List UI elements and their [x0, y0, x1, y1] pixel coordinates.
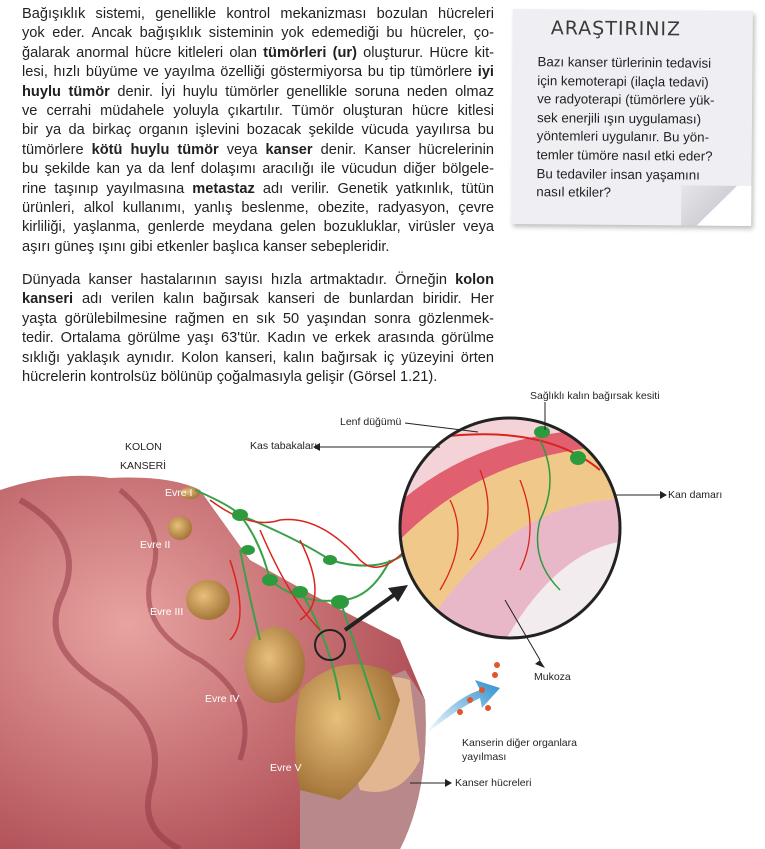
text-segment: kirliliği, yaşlanma, genlerde meydana gelen bozukluklar, virüsler veya: [22, 219, 494, 236]
bold-term: huylu tümör: [22, 83, 110, 100]
stage-label: Evre I: [165, 487, 193, 499]
figure-title-line2: KANSERİ: [120, 460, 167, 472]
bold-term: metastaz: [192, 180, 255, 197]
label-blood-vessel: Kan damarı: [668, 489, 723, 501]
text-segment: denir. İyi huylu tümörler genellikle soruna neden olmaz: [109, 83, 494, 100]
note-line: sek enerjili ışın uygulaması): [536, 109, 702, 127]
label-spread-line1: Kanserin diğer organlara: [462, 737, 577, 749]
text-segment: bir ya da birkaç organın işlevini bozacak şekilde vücuda yayılırsa bu: [22, 122, 494, 139]
stage-label: Evre II: [140, 539, 171, 551]
text-segment: Dünyada kanser hastalarının sayısı hızla artmaktadır. Örneğin: [22, 272, 456, 288]
bold-term: iyi: [477, 64, 494, 81]
text-segment: adı verilir. Genetik yatkınlık, tütün: [254, 180, 494, 197]
bold-term: kolon: [455, 272, 494, 288]
bold-term: kanseri: [22, 291, 74, 308]
note-line: ve radyoterapi (tümörlere yük-: [537, 91, 715, 108]
stage-label: Evre V: [270, 762, 302, 774]
text-segment: veya: [218, 141, 266, 158]
text-segment: ve cerrahi müdahele yoluyla çıkartılır. Tümör oluşturan hücre kitlesi: [22, 102, 494, 119]
label-healthy-section: Sağlıklı kalın bağırsak kesiti: [530, 390, 660, 402]
bold-term: tümörleri (ur): [263, 44, 357, 61]
text-segment: aşırı güneş ışını gibi etkenler başlıca kanser sebepleridir.: [22, 238, 390, 255]
text-segment: ürünleri, alkol kullanımı, yanlış beslenme, obezite, radyasyon, çevre: [22, 199, 494, 216]
note-line: Bazı kanser türlerinin tedavisi: [537, 54, 712, 71]
text-segment: oluşturur. Hücre kit-: [356, 44, 494, 61]
text-segment: ğalarak anormal hücre kitleleri olan: [22, 44, 264, 61]
label-cancer-cells: Kanser hücreleri: [455, 777, 532, 789]
text-segment: hücrelerin kontrolsüz bölünüp çoğalmasıyla gelişir (Görsel 1.21).: [22, 368, 438, 385]
stage-label: Evre IV: [205, 693, 240, 705]
note-line: yöntemleri uygulanır. Bu yön-: [536, 128, 710, 146]
stage-label: Evre III: [150, 606, 184, 618]
text-segment: tümörlere: [22, 141, 92, 158]
label-mucosa: Mukoza: [534, 671, 571, 683]
text-segment: tedir. Ortalama görülme yaşı 63'tür. Kadın ve erkek arasında görülme: [22, 330, 494, 347]
text-segment: yaşta görülebilmesine rağmen en sık 50 yaşından sonra gözlenmek-: [22, 310, 494, 327]
label-spread-line2: yayılması: [462, 751, 507, 763]
text-segment: lesi, hızlı büyüme ve yayılma özelliği göstermiyorsa bu tip tümörlere: [22, 64, 478, 81]
note-line: temler tümöre nasıl etki eder?: [536, 147, 713, 164]
text-segment: yok eder. Ancak bağışıklık sisteminin yok edemediği bu hücreler, ço-: [22, 25, 494, 42]
magnify-arrow: [345, 585, 408, 630]
text-segment: Bağışıklık sistemi, genellikle kontrol mekanizması bozulan hücreleri: [22, 6, 494, 22]
note-line: nasıl etkiler?: [536, 184, 612, 200]
bold-term: kötü huylu tümör: [91, 141, 219, 158]
note-line: Bu tedaviler insan yaşamını: [536, 165, 700, 183]
text-segment: sıklığı yaklaşık aynıdır. Kolon kanseri, kalın bağırsak iç yüzeyini örten: [22, 349, 494, 366]
healthy-section-cross: [380, 415, 640, 650]
bold-term: kanser: [265, 141, 313, 158]
label-muscle-layers: Kas tabakaları: [250, 440, 318, 452]
colon-tissue: [0, 476, 426, 849]
text-segment: adı verilen kalın bağırsak kanseri de bunlardan biridir. Her: [73, 291, 494, 308]
note-line: için kemoterapi (ilaçla tedavi): [537, 72, 709, 90]
label-lymph-node: Lenf düğümü: [340, 416, 402, 428]
figure-title-line1: KOLON: [125, 441, 162, 453]
text-segment: bu şekilde kan ya da lenf dolaşımı aracılığı ile vücudun diğer bölgele-: [22, 161, 494, 178]
text-segment: rine taşınıp yayılmasına: [22, 180, 193, 197]
text-segment: denir. Kanser hücrelerinin: [312, 141, 494, 158]
note-title: ARAŞTIRINIZ: [550, 17, 682, 41]
